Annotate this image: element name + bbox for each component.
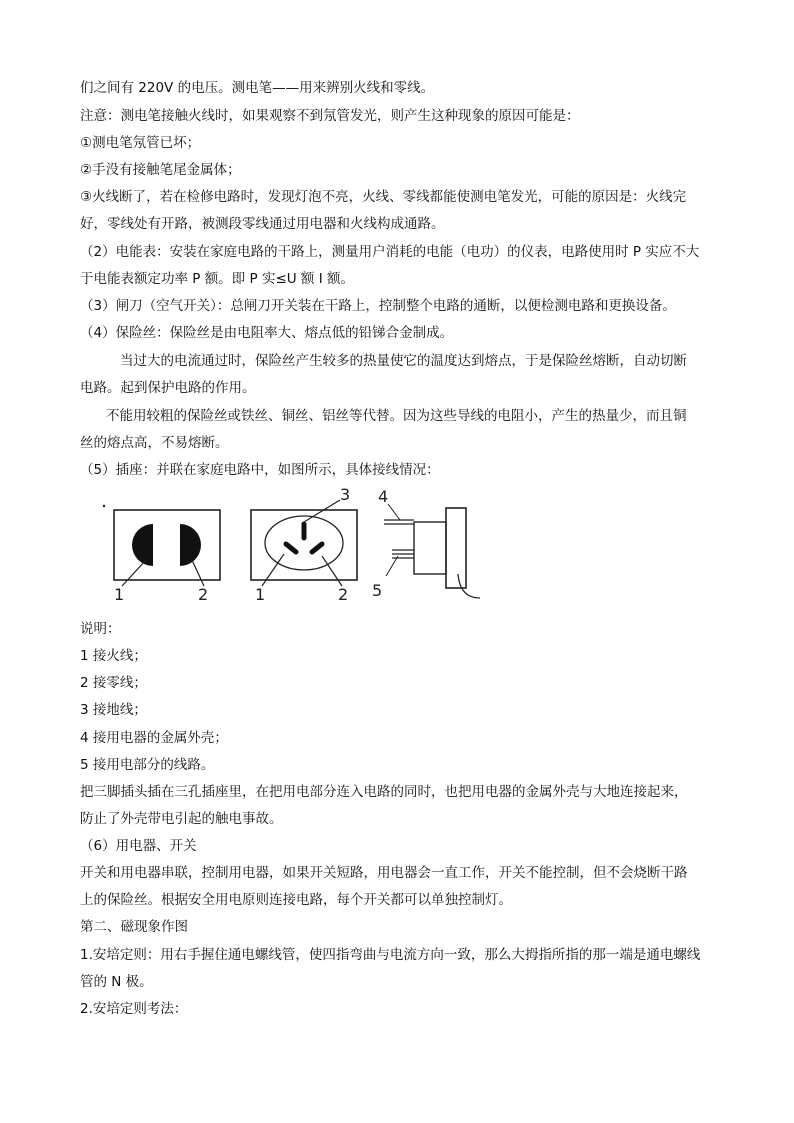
text-line: 1.安培定则：用右手握住通电螺线管，使四指弯曲与电流方向一致，那么大拇指所指的那一端是通电螺线 xyxy=(80,947,701,963)
label-1: 1 xyxy=(255,585,266,604)
text-line: 4 接用电器的金属外壳； xyxy=(80,730,228,746)
label-1: 1 xyxy=(114,585,125,604)
two-hole-socket xyxy=(114,510,220,604)
label-2: 2 xyxy=(338,585,349,604)
text-line: 2.安培定则考法： xyxy=(80,1001,188,1017)
text-line: ②手没有接触笔尾金属体； xyxy=(80,162,241,178)
text-line: 好，零线处有开路，被测段零线通过用电器和火线构成通路。 xyxy=(80,216,445,232)
label-5: 5 xyxy=(372,581,383,600)
text-line: 1 接火线； xyxy=(80,648,147,664)
text-line: 注意：测电笔接触火线时，如果观察不到氖管发光，则产生这种现象的原因可能是： xyxy=(80,108,580,124)
text-line: 3 接地线； xyxy=(80,702,147,718)
text-line: （5）插座：并联在家庭电路中，如图所示，具体接线情况： xyxy=(80,462,440,478)
text-line: ③火线断了，若在检修电路时，发现灯泡不亮，火线、零线都能使测电笔发光，可能的原因是：火线完 xyxy=(80,189,687,205)
label-4: 4 xyxy=(378,487,389,506)
text-line: 们之间有 220V 的电压。测电笔——用来辨别火线和零线。 xyxy=(80,80,435,96)
text-line: （4）保险丝：保险丝是由电阻率大、熔点低的铅锑合金制成。 xyxy=(80,325,454,341)
text-line: 说明： xyxy=(80,621,121,637)
label-3: 3 xyxy=(340,486,351,504)
text-line: 管的 N 极。 xyxy=(80,974,153,990)
text-line: 把三脚插头插在三孔插座里，在把用电部分连入电路的同时，也把用电器的金属外壳与大地连接起来， xyxy=(80,784,688,800)
text-line: 电路。起到保护电路的作用。 xyxy=(80,380,256,396)
text-line: 2 接零线； xyxy=(80,675,147,691)
text-line: 开关和用电器串联，控制用电器，如果开关短路，用电器会一直工作，开关不能控制，但不会烧断干路 xyxy=(80,865,688,881)
socket-diagram xyxy=(100,486,490,604)
text-line: 5 接用电部分的线路。 xyxy=(80,757,215,773)
text-line: 上的保险丝。根据安全用电原则连接电路，每个开关都可以单独控制灯。 xyxy=(80,892,512,908)
text-line: 防止了外壳带电引起的触电事故。 xyxy=(80,811,283,827)
text-line: 第二、磁现象作图 xyxy=(80,919,188,935)
text-line: 当过大的电流通过时，保险丝产生较多的热量使它的温度达到熔点，于是保险丝熔断，自动切断 xyxy=(120,353,687,369)
three-hole-socket xyxy=(251,486,357,604)
text-line: （3）闸刀（空气开关）：总闸刀开关装在干路上，控制整个电路的通断，以便检测电路和更换设备。 xyxy=(80,298,676,314)
label-2: 2 xyxy=(198,585,209,604)
text-line: ①测电笔氖管已坏； xyxy=(80,135,201,151)
text-line: （2）电能表：安装在家庭电路的干路上，测量用户消耗的电能（电功）的仪表，电路使用时 P 实应不大 xyxy=(80,244,700,260)
text-line: 丝的熔点高，不易熔断。 xyxy=(80,435,229,451)
text-line: 不能用较粗的保险丝或铁丝、铜丝、铝丝等代替。因为这些导线的电阻小，产生的热量少，而且铜 xyxy=(106,408,687,424)
text-line: （6）用电器、开关 xyxy=(80,838,197,854)
plug-side-view xyxy=(372,487,480,600)
text-line: 于电能表额定功率 P 额。即 P 实≤U 额 I 额。 xyxy=(80,271,354,287)
